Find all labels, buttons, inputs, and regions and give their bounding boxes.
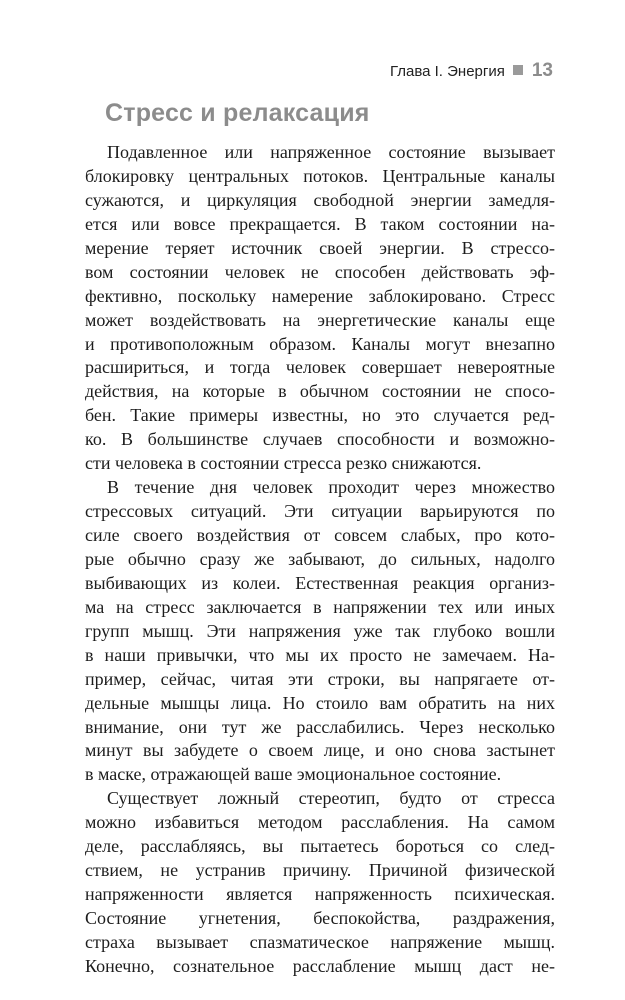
text-line: ется или вовсе прекращается. В таком состоянии на- <box>85 213 555 234</box>
text-line: в маске, отражающей ваше эмоциональное состояние. <box>85 764 502 785</box>
paragraph <box>85 476 555 787</box>
text-line: дельные мышцы лица. Но стоило вам обратить на них <box>85 692 555 713</box>
text-line: рые обычно сразу же забывают, до сильных, надолго <box>85 548 555 569</box>
text-line: напряженности является напряженность психическая. <box>85 884 555 905</box>
text-line: силе своего воздействия от совсем слабых, про кото- <box>85 525 555 545</box>
text-line: сти человека в состоянии стресса резко снижаются. <box>85 453 482 474</box>
section-title: Стресс и релаксация <box>105 99 370 127</box>
text-line: Конечно, сознательное расслабление мышц даст не- <box>85 955 555 976</box>
square-separator-icon <box>513 65 523 75</box>
text-line: выбивающих из колеи. Естественная реакция организ- <box>85 572 555 593</box>
text-line: расшириться, и тогда человек совершает невероятные <box>85 357 555 378</box>
text-line: внимание, они тут же расслабились. Через несколько <box>85 716 555 737</box>
text-line: стрессовых ситуаций. Эти ситуации варьируются по <box>85 501 555 522</box>
text-line: можно избавиться методом расслабления. На самом <box>85 812 555 833</box>
text-line: ма на стресс заключается в напряжении тех или иных <box>85 596 555 617</box>
text-line: бен. Такие примеры известны, но это случается ред- <box>85 405 555 426</box>
text-line: Состояние угнетения, беспокойства, раздражения, <box>85 908 555 928</box>
body-text <box>85 141 555 979</box>
text-line: в наши привычки, что мы их просто не замечаем. На- <box>85 644 555 665</box>
paragraph <box>85 787 555 979</box>
text-line: блокировку центральных потоков. Центральные каналы <box>85 165 555 186</box>
text-line: сужаются, и циркуляция свободной энергии замедля- <box>85 189 555 210</box>
text-line: деле, расслабляясь, вы пытаетесь бороться со след- <box>85 836 555 857</box>
text-line: В течение дня человек проходит через множество <box>107 477 555 498</box>
text-line: и противоположным образом. Каналы могут внезапно <box>85 333 555 354</box>
text-line: вом состоянии человек не способен действовать эф- <box>85 261 555 282</box>
paragraph <box>85 141 555 476</box>
text-line: действия, на которые в обычном состоянии не спосо- <box>85 381 555 402</box>
text-line: может воздействовать на энергетические каналы еще <box>85 309 555 330</box>
text-line: пример, сейчас, читая эти строки, вы напрягаете от- <box>85 668 555 689</box>
text-line: групп мышц. Эти напряжения уже так глубоко вошли <box>85 620 555 641</box>
text-line: ствием, не устранив причину. Причиной физической <box>85 860 555 881</box>
page-number: 13 <box>531 60 553 81</box>
text-line: минут вы забудете о своем лице, и оно снова застынет <box>85 740 555 761</box>
text-line: мерение теряет источник своей энергии. В стрессо- <box>85 237 555 258</box>
text-line: Подавленное или напряженное состояние вызывает <box>107 142 555 162</box>
text-line: ко. В большинстве случаев способности и возможно- <box>85 429 555 450</box>
chapter-title: Глава I. Энергия <box>389 63 505 80</box>
text-line: страха вызывает спазматическое напряжение мышц. <box>85 931 555 952</box>
text-line: Существует ложный стереотип, будто от стресса <box>107 788 555 809</box>
running-header <box>390 60 553 82</box>
text-line: фективно, поскольку намерение заблокировано. Стресс <box>85 285 555 306</box>
